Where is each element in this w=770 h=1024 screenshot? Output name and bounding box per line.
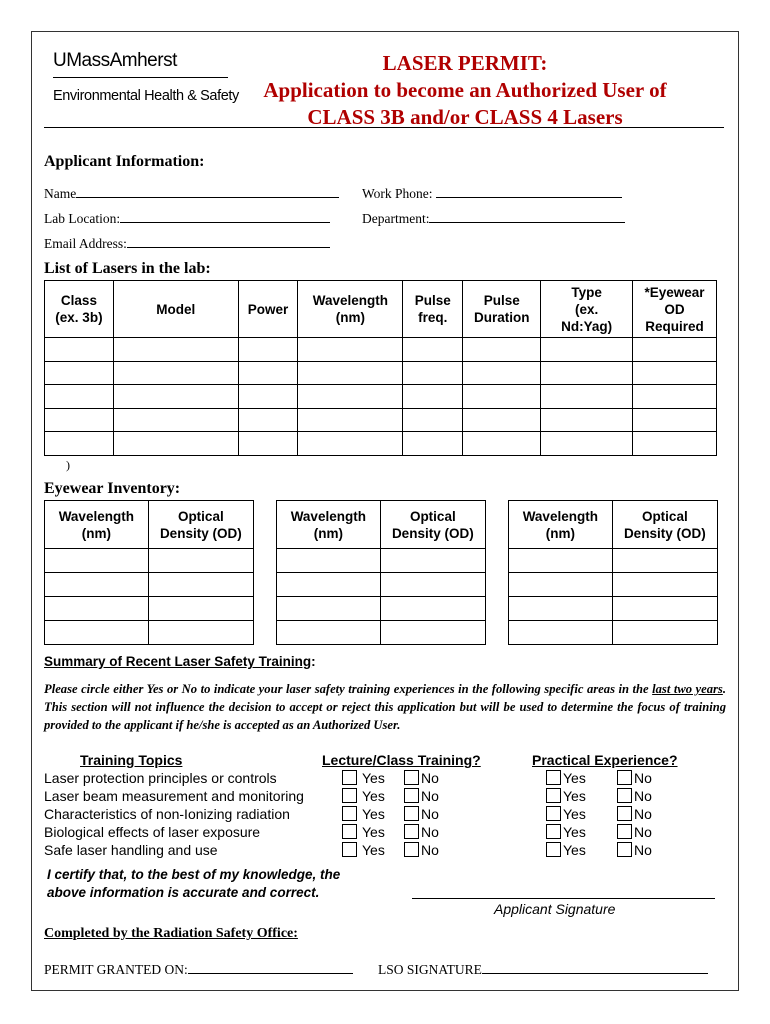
eyewear-table-row xyxy=(509,597,718,621)
eyewear-table-cell[interactable] xyxy=(277,573,381,597)
laser-table xyxy=(44,280,717,456)
laser-table-cell[interactable] xyxy=(633,361,717,385)
practical-no-label: No xyxy=(634,842,652,858)
laser-table-row xyxy=(45,385,717,409)
laser-table-cell[interactable] xyxy=(298,408,403,432)
laser-table-cell[interactable] xyxy=(238,432,298,456)
logo-divider xyxy=(53,77,228,78)
practical-yes-checkbox[interactable] xyxy=(546,824,561,839)
laser-table-row xyxy=(45,408,717,432)
applicant-signature-line[interactable] xyxy=(412,898,715,899)
practical-no-checkbox[interactable] xyxy=(617,824,632,839)
eyewear-heading: Eyewear Inventory: xyxy=(44,480,181,497)
laser-table-cell[interactable] xyxy=(45,361,114,385)
laser-table-cell[interactable] xyxy=(113,408,238,432)
eyewear2-col-wavelength: Wavelength (nm) xyxy=(277,501,381,549)
lecture-no-label: No xyxy=(421,824,439,840)
col-power: Power xyxy=(238,281,298,338)
lecture-no-checkbox[interactable] xyxy=(404,788,419,803)
lecture-no-checkbox[interactable] xyxy=(404,806,419,821)
lecture-no-label: No xyxy=(421,788,439,804)
col-eyewear-od: *Eyewear OD Required xyxy=(633,281,717,338)
eyewear-table-cell[interactable] xyxy=(45,573,149,597)
practical-no-checkbox[interactable] xyxy=(617,806,632,821)
title-line-1: LASER PERMIT: xyxy=(382,51,548,75)
training-heading: Summary of Recent Laser Safety Training: xyxy=(44,654,316,669)
laser-table-cell[interactable] xyxy=(298,361,403,385)
training-topic: Biological effects of laser exposure xyxy=(44,824,261,840)
eyewear-table-cell[interactable] xyxy=(380,621,485,645)
laser-table-cell[interactable] xyxy=(541,338,633,362)
header-divider xyxy=(44,127,724,128)
laser-table-cell[interactable] xyxy=(238,361,298,385)
eyewear-table-cell[interactable] xyxy=(509,549,613,573)
eyewear-table-cell[interactable] xyxy=(380,573,485,597)
eyewear1-col-od: Optical Density (OD) xyxy=(148,501,253,549)
eyewear-table-row xyxy=(509,621,718,645)
laser-table-cell[interactable] xyxy=(463,385,541,409)
col-type: Type (ex. Nd:Yag) xyxy=(541,281,633,338)
laser-table-cell[interactable] xyxy=(403,432,463,456)
eyewear-table-cell[interactable] xyxy=(509,573,613,597)
laser-table-cell[interactable] xyxy=(463,408,541,432)
department-row xyxy=(362,209,625,227)
laser-table-cell[interactable] xyxy=(633,385,717,409)
laser-table-row xyxy=(45,432,717,456)
lecture-yes-checkbox[interactable] xyxy=(342,788,357,803)
col-model: Model xyxy=(113,281,238,338)
email-field[interactable] xyxy=(127,234,330,248)
lecture-yes-label: Yes xyxy=(362,788,385,804)
eyewear-table-row xyxy=(509,549,718,573)
applicant-signature-label: Applicant Signature xyxy=(494,901,616,917)
eyewear-table-row xyxy=(509,573,718,597)
practical-yes-checkbox[interactable] xyxy=(546,770,561,785)
department-field[interactable] xyxy=(429,209,625,223)
name-field[interactable] xyxy=(76,184,339,198)
eyewear-table-cell[interactable] xyxy=(277,597,381,621)
laser-table-cell[interactable] xyxy=(541,385,633,409)
laser-list-heading: List of Lasers in the lab: xyxy=(44,260,211,277)
laser-table-cell[interactable] xyxy=(113,385,238,409)
laser-table-cell[interactable] xyxy=(45,385,114,409)
training-topic: Safe laser handling and use xyxy=(44,842,218,858)
department-label: Department: xyxy=(362,211,430,226)
lecture-yes-checkbox[interactable] xyxy=(342,806,357,821)
eyewear-table-cell[interactable] xyxy=(612,621,717,645)
lecture-yes-label: Yes xyxy=(362,824,385,840)
training-instructions: Please circle either Yes or No to indicate your laser safety training experiences in the following specific areas in the last two years. This section will not influence the decision to accept or reject this application but will be used to determine the focus of training provided to the applicant if he/she is accepted as an Authorized User. xyxy=(44,682,726,732)
laser-table-cell[interactable] xyxy=(45,432,114,456)
laser-table-cell[interactable] xyxy=(113,361,238,385)
practical-yes-label: Yes xyxy=(563,770,586,786)
practical-yes-label: Yes xyxy=(563,824,586,840)
eyewear-table-cell[interactable] xyxy=(45,621,149,645)
eyewear-table-cell[interactable] xyxy=(148,597,253,621)
eyewear-table-row xyxy=(45,573,254,597)
laser-table-header xyxy=(45,281,717,338)
training-topic: Laser beam measurement and monitoring xyxy=(44,788,304,804)
laser-table-row xyxy=(45,361,717,385)
laser-table-cell[interactable] xyxy=(541,432,633,456)
laser-table-row xyxy=(45,338,717,362)
laser-table-cell[interactable] xyxy=(463,338,541,362)
eyewear-table-row xyxy=(277,597,486,621)
practical-yes-checkbox[interactable] xyxy=(546,788,561,803)
practical-yes-label: Yes xyxy=(563,806,586,822)
lab-location-label: Lab Location: xyxy=(44,211,121,226)
eyewear-table-row xyxy=(45,597,254,621)
training-topic: Laser protection principles or controls xyxy=(44,770,277,786)
permit-granted-label: PERMIT GRANTED ON: xyxy=(44,962,188,977)
eyewear3-col-wavelength: Wavelength (nm) xyxy=(509,501,613,549)
laser-table-cell[interactable] xyxy=(113,338,238,362)
lso-signature-row xyxy=(378,960,708,978)
laser-table-cell[interactable] xyxy=(238,385,298,409)
laser-table-cell[interactable] xyxy=(45,408,114,432)
page-title xyxy=(240,50,690,131)
laser-table-cell[interactable] xyxy=(113,432,238,456)
training-topic: Characteristics of non-Ionizing radiation xyxy=(44,806,290,822)
permit-granted-row xyxy=(44,960,353,978)
laser-table-cell[interactable] xyxy=(541,408,633,432)
lecture-no-checkbox[interactable] xyxy=(404,842,419,857)
eyewear-table-cell[interactable] xyxy=(45,597,149,621)
laser-table-cell[interactable] xyxy=(403,338,463,362)
eyewear2-col-od: Optical Density (OD) xyxy=(380,501,485,549)
lecture-no-label: No xyxy=(421,842,439,858)
certify-line-2: above information is accurate and correct. xyxy=(47,885,320,900)
certify-statement xyxy=(47,866,340,902)
title-line-2: Application to become an Authorized User of xyxy=(263,78,667,102)
eyewear-table-row xyxy=(277,573,486,597)
eyewear1-col-wavelength: Wavelength (nm) xyxy=(45,501,149,549)
eyewear-table-cell[interactable] xyxy=(277,621,381,645)
eyewear-table-cell[interactable] xyxy=(277,549,381,573)
eyewear-table-2 xyxy=(276,500,486,645)
eyewear-table-cell[interactable] xyxy=(612,549,717,573)
lecture-yes-label: Yes xyxy=(362,842,385,858)
practical-yes-label: Yes xyxy=(563,842,586,858)
lab-location-field[interactable] xyxy=(120,209,330,223)
laser-table-cell[interactable] xyxy=(403,385,463,409)
work-phone-label: Work Phone: xyxy=(362,186,433,201)
laser-table-cell[interactable] xyxy=(633,432,717,456)
permit-granted-field[interactable] xyxy=(188,960,353,974)
laser-table-cell[interactable] xyxy=(238,408,298,432)
lecture-yes-checkbox[interactable] xyxy=(342,770,357,785)
email-label: Email Address: xyxy=(44,236,127,251)
laser-table-cell[interactable] xyxy=(45,338,114,362)
lecture-yes-label: Yes xyxy=(362,806,385,822)
laser-table-cell[interactable] xyxy=(298,385,403,409)
lecture-no-checkbox[interactable] xyxy=(404,770,419,785)
eyewear-table-cell[interactable] xyxy=(148,621,253,645)
eyewear3-col-od: Optical Density (OD) xyxy=(612,501,717,549)
eyewear-table-cell[interactable] xyxy=(612,573,717,597)
eyewear-table-cell[interactable] xyxy=(509,597,613,621)
laser-table-cell[interactable] xyxy=(541,361,633,385)
eyewear-table-cell[interactable] xyxy=(148,549,253,573)
ehs-department-name: Environmental Health & Safety xyxy=(53,88,239,104)
col-pulse-freq: Pulse freq. xyxy=(403,281,463,338)
practical-no-checkbox[interactable] xyxy=(617,788,632,803)
practical-no-label: No xyxy=(634,770,652,786)
eyewear-table-row xyxy=(45,621,254,645)
title-line-3: CLASS 3B and/or CLASS 4 Lasers xyxy=(307,105,623,129)
applicant-info-heading: Applicant Information: xyxy=(44,153,205,170)
laser-table-cell[interactable] xyxy=(298,338,403,362)
practical-yes-label: Yes xyxy=(563,788,586,804)
laser-table-cell[interactable] xyxy=(633,338,717,362)
lso-signature-field[interactable] xyxy=(482,960,708,974)
eyewear-table-3 xyxy=(508,500,718,645)
lab-location-row xyxy=(44,209,330,227)
practical-no-label: No xyxy=(634,806,652,822)
lso-signature-label: LSO SIGNATURE xyxy=(378,962,482,977)
lecture-no-label: No xyxy=(421,770,439,786)
office-heading: Completed by the Radiation Safety Office: xyxy=(44,926,298,941)
certify-line-1: I certify that, to the best of my knowledge, the xyxy=(47,867,341,882)
work-phone-field[interactable] xyxy=(436,184,622,198)
name-row xyxy=(44,184,339,202)
practical-no-label: No xyxy=(634,788,652,804)
col-lecture-training: Lecture/Class Training? xyxy=(322,752,481,768)
lecture-yes-checkbox[interactable] xyxy=(342,824,357,839)
col-pulse-duration: Pulse Duration xyxy=(463,281,541,338)
laser-table-cell[interactable] xyxy=(403,408,463,432)
eyewear-table-cell[interactable] xyxy=(509,621,613,645)
umass-logo: UMassAmherst xyxy=(53,50,177,71)
laser-table-cell[interactable] xyxy=(298,432,403,456)
practical-yes-checkbox[interactable] xyxy=(546,842,561,857)
col-class: Class (ex. 3b) xyxy=(45,281,114,338)
eyewear-table-cell[interactable] xyxy=(380,597,485,621)
laser-table-cell[interactable] xyxy=(238,338,298,362)
col-wavelength: Wavelength (nm) xyxy=(298,281,403,338)
eyewear-table-cell[interactable] xyxy=(380,549,485,573)
lecture-yes-label: Yes xyxy=(362,770,385,786)
practical-no-checkbox[interactable] xyxy=(617,770,632,785)
eyewear-table-row xyxy=(45,549,254,573)
laser-table-footnote: ) xyxy=(66,458,70,472)
work-phone-row xyxy=(362,184,622,202)
laser-table-cell[interactable] xyxy=(403,361,463,385)
col-training-topics: Training Topics xyxy=(80,752,183,768)
eyewear-table-cell[interactable] xyxy=(148,573,253,597)
laser-table-cell[interactable] xyxy=(463,432,541,456)
laser-table-cell[interactable] xyxy=(463,361,541,385)
eyewear-table-1 xyxy=(44,500,254,645)
eyewear-table-cell[interactable] xyxy=(45,549,149,573)
lecture-no-label: No xyxy=(421,806,439,822)
eyewear-table-cell[interactable] xyxy=(612,597,717,621)
eyewear-table-row xyxy=(277,621,486,645)
lecture-no-checkbox[interactable] xyxy=(404,824,419,839)
col-practical-experience: Practical Experience? xyxy=(532,752,678,768)
practical-no-label: No xyxy=(634,824,652,840)
name-label: Name xyxy=(44,186,77,201)
practical-no-checkbox[interactable] xyxy=(617,842,632,857)
eyewear-table-row xyxy=(277,549,486,573)
practical-yes-checkbox[interactable] xyxy=(546,806,561,821)
lecture-yes-checkbox[interactable] xyxy=(342,842,357,857)
email-row xyxy=(44,234,330,252)
laser-table-cell[interactable] xyxy=(633,408,717,432)
